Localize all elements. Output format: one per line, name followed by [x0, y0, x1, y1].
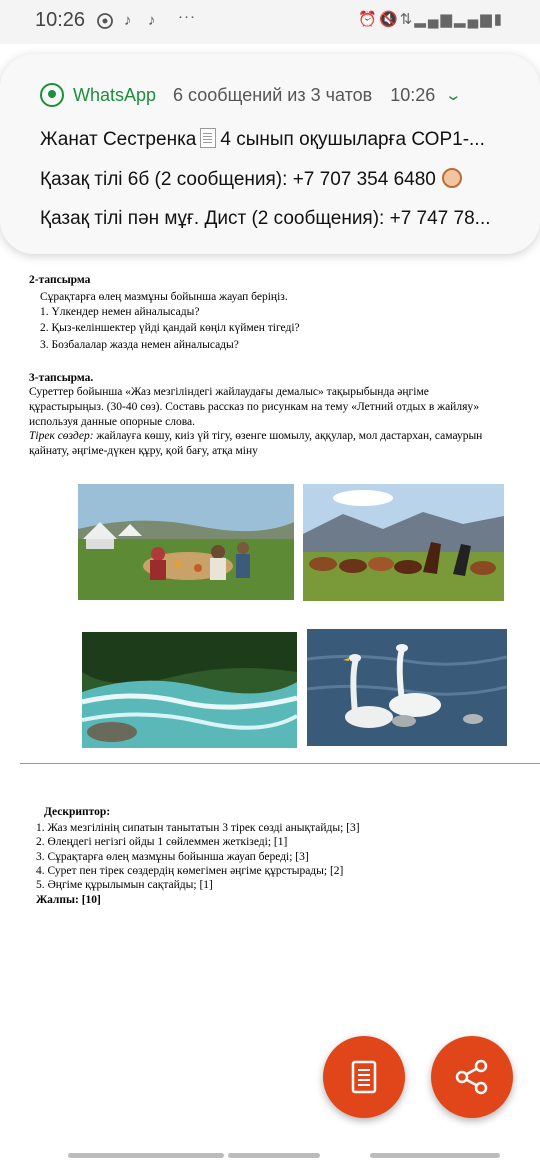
status-bar	[0, 0, 540, 44]
share-button[interactable]	[431, 1036, 513, 1118]
data-icon: ⇅	[399, 11, 415, 28]
descriptor-item: 1. Жаз мезгілінің сипатын танытатын 3 тірек сөзді анықтайды; [3]	[36, 822, 360, 834]
home-handle[interactable]	[228, 1153, 320, 1158]
horses-image	[303, 484, 504, 601]
app-name: WhatsApp	[73, 84, 157, 105]
status-time: 10:26	[35, 9, 86, 31]
nav-pill[interactable]	[68, 1153, 224, 1158]
notification-time: 10:26	[390, 84, 436, 105]
whatsapp-notification[interactable]	[0, 54, 540, 254]
notification-message[interactable]	[40, 208, 515, 230]
task2-prompt: Сұрақтарға өлең мазмұны бойынша жауап беріңіз.	[40, 291, 288, 303]
task3-line: Суреттер бойынша «Жаз мезгіліндегі жайлаудағы демалыс» тақырыбында әңгіме	[29, 386, 429, 398]
task2-title: 2-тапсырма	[29, 274, 91, 286]
support-words-2: қайнату, әңгіме-дүкен құру, қой бағу, атқа міну	[29, 445, 258, 457]
view-document-button[interactable]	[323, 1036, 405, 1118]
system-icons	[358, 10, 504, 28]
descriptor-item: 3. Сұрақтарға өлең мазмұны бойынша жауап береді; [3]	[36, 851, 309, 863]
support-words	[29, 429, 482, 444]
battery-icon: ▮	[493, 11, 504, 28]
descriptor-total: Жалпы: [10]	[36, 894, 101, 906]
more-icon: ···	[178, 8, 196, 25]
nav-pill[interactable]	[370, 1153, 500, 1158]
support-words-1: жайлауға көшу, киіз үй тігу, өзенге шомылу, аққулар, мол дастархан, самаурын	[93, 430, 483, 442]
whatsapp-icon	[96, 12, 114, 34]
support-label: Тірек сөздер:	[29, 430, 94, 442]
sender-name: Жанат Сестренка	[40, 129, 197, 150]
task3-line: используя данные опорные слова.	[29, 416, 196, 428]
notification-header	[40, 82, 463, 108]
task2-item: 2. Қыз-келіншектер үйді қандай көңіл күймен тігеді?	[40, 322, 300, 334]
message-text: 4 сынып оқушыларға СОР1-...	[220, 129, 485, 150]
message-text: Қазақ тілі пән мұғ. Дист (2 сообщения): +7 747 78...	[40, 208, 491, 229]
signal-icon: ▂▄▆	[414, 11, 455, 28]
tiktok-icon: ♪	[124, 12, 132, 29]
message-text: Қазақ тілі 6б (2 сообщения): +7 707 354 6480	[40, 169, 436, 190]
task3-title: 3-тапсырма.	[29, 372, 94, 384]
signal-icon: ▂▄▆	[454, 11, 494, 28]
alarm-icon: ⏰	[358, 11, 380, 28]
descriptor-item: 4. Сурет пен тірек сөздердің көмегімен әңгіме құрстырады; [2]	[36, 865, 344, 877]
whatsapp-icon	[40, 83, 64, 107]
navigation-bar	[0, 1140, 540, 1170]
notification-message[interactable]	[40, 168, 515, 191]
notification-message[interactable]	[40, 128, 515, 151]
section-divider	[20, 763, 540, 764]
notification-summary: 6 сообщений из 3 чатов	[173, 84, 373, 105]
task2-item: 1. Үлкендер немен айналысады?	[40, 306, 200, 318]
share-icon	[453, 1058, 491, 1096]
document-icon	[351, 1060, 377, 1094]
task3-line: құрастырыңыз. (30-40 сөз). Составь рассказ по рисункам на тему «Летний отдых в жайляу»	[29, 401, 480, 413]
descriptor-item: 5. Әңгіме құрылымын сақтайды; [1]	[36, 879, 213, 891]
picnic-image	[78, 484, 294, 600]
descriptor-item: 2. Өлеңдегі негізгі ойды 1 сөйлеммен жеткізеді; [1]	[36, 836, 288, 848]
river-image	[82, 632, 297, 748]
descriptor-title: Дескриптор:	[44, 806, 111, 818]
mute-icon: 🔇	[379, 11, 400, 28]
chevron-down-icon[interactable]: ⌄	[444, 87, 463, 104]
document-icon	[200, 128, 216, 148]
tiktok-icon: ♪	[148, 12, 156, 29]
task2-item: 3. Бозбалалар жазда немен айналысады?	[40, 339, 239, 351]
woman-emoji-icon	[442, 168, 462, 188]
swans-image	[307, 629, 507, 746]
